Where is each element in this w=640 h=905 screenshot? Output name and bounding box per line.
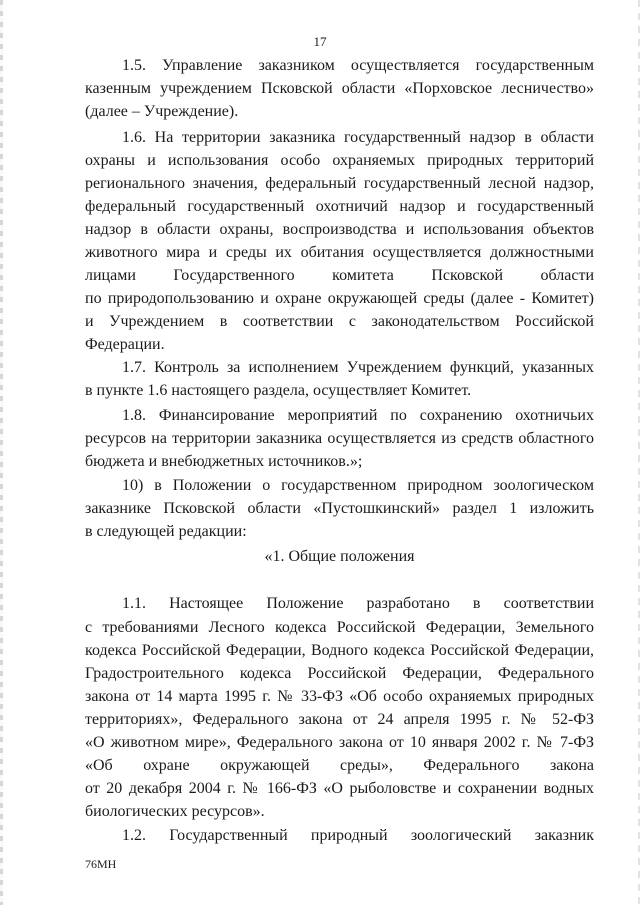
- text-line: в пункте 1.6 настоящего раздела, осуществляет Комитет.: [85, 382, 472, 399]
- text-line: по природопользованию и охране окружающей среды (далее - Комитет): [85, 290, 594, 307]
- text-line: закона от 14 марта 1995 г. № 33-ФЗ «Об особо охраняемых природных: [85, 688, 594, 705]
- text-line: в следующей редакции:: [85, 523, 247, 540]
- text-line: надзор в области охраны, воспроизводства и использования объектов: [85, 221, 594, 238]
- text-line: 1.7. Контроль за исполнением Учреждением функций, указанных: [122, 359, 594, 376]
- text-line: 1.1. Настоящее Положение разработано в соответствии: [122, 595, 594, 612]
- scan-edge-left: [0, 0, 3, 905]
- page-number: 17: [313, 34, 327, 49]
- text-line: «О животном мире», Федерального закона от 10 января 2002 г. № 7-ФЗ: [85, 734, 594, 751]
- text-line: заказнике Псковской области «Пустошкинский» раздел 1 изложить: [85, 500, 594, 517]
- text-line: 1.2. Государственный природный зоологический заказник: [122, 827, 594, 844]
- text-line: федеральный государственный охотничий надзор и государственный: [85, 198, 594, 215]
- text-line: ресурсов на территории заказника осуществляется из средств областного: [85, 430, 594, 447]
- text-line: (далее – Учреждение).: [85, 103, 239, 120]
- text-line: 1.8. Финансирование мероприятий по сохранению охотничьих: [122, 407, 594, 424]
- text-line: Федерации.: [85, 336, 165, 353]
- text-line: «Об охране окружающей среды», Федерального закона: [85, 757, 594, 774]
- text-line: кодекса Российской Федерации, Водного кодекса Российской Федерации,: [85, 642, 594, 659]
- text-line: бюджета и внебюджетных источников.»;: [85, 453, 363, 470]
- text-line: биологических ресурсов».: [85, 803, 265, 820]
- text-line: животного мира и среды их обитания осуществляется должностными: [85, 244, 594, 261]
- text-line: территориях», Федерального закона от 24 апреля 1995 г. № 52-ФЗ: [85, 711, 594, 728]
- text-line: и Учреждением в соответствии с законодательством Российской: [85, 313, 594, 330]
- text-line: с требованиями Лесного кодекса Российской Федерации, Земельного: [85, 619, 594, 636]
- text-line: Градостроительного кодекса Российской Федерации, Федерального: [85, 665, 594, 682]
- text-line: 10) в Положении о государственном природном зоологическом: [122, 477, 594, 494]
- text-line: лицами Государственного комитета Псковской области: [85, 267, 594, 284]
- text-line: казенным учреждением Псковской области «Порховское лесничество»: [85, 80, 594, 97]
- text-line: 1.5. Управление заказником осуществляется государственным: [122, 57, 594, 74]
- text-line: охраны и использования особо охраняемых природных территорий: [85, 152, 594, 169]
- text-line: 1.6. На территории заказника государственный надзор в области: [122, 129, 594, 146]
- text-line: от 20 декабря 2004 г. № 166-ФЗ «О рыболовстве и сохранении водных: [85, 780, 594, 797]
- text-line: регионального значения, федеральный государственный лесной надзор,: [85, 175, 594, 192]
- footer-code: 76МН: [85, 857, 117, 871]
- section-heading: «1. Общие положения: [264, 548, 415, 565]
